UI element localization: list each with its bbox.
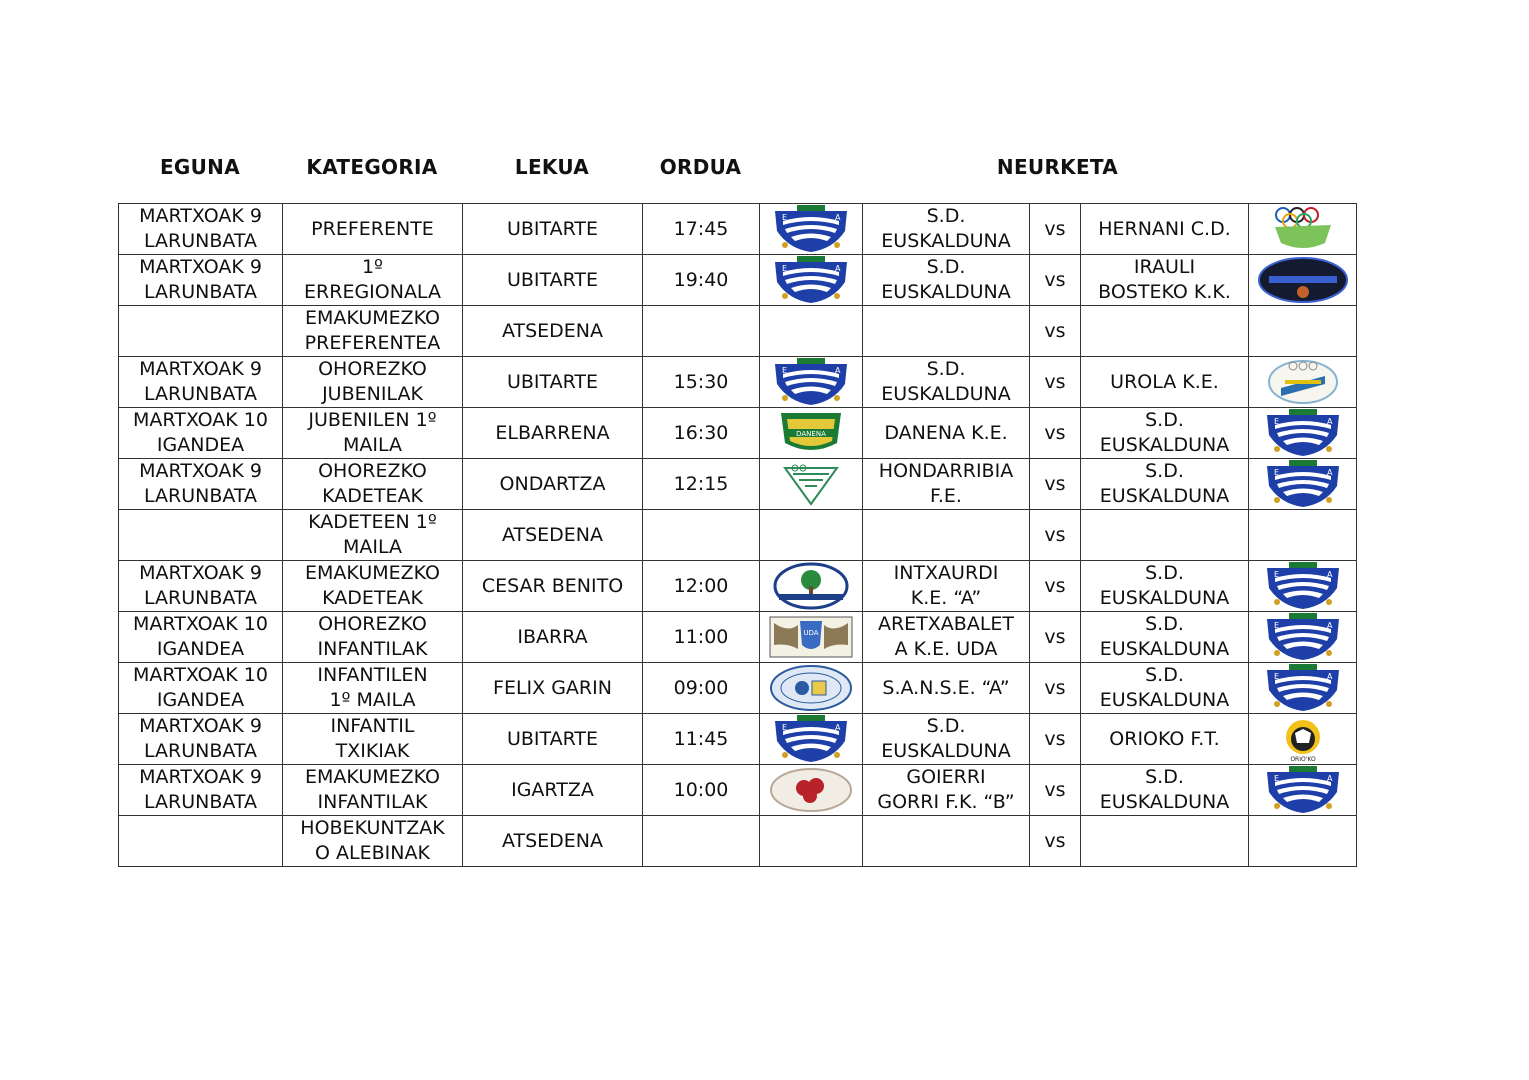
home-team-cell: [863, 408, 1030, 459]
away-team-cell: [1081, 510, 1249, 561]
uda-crest-icon: [763, 613, 859, 661]
away-team-cell-line: ORIOKO F.T.: [1109, 727, 1220, 750]
away-logo-cell: [1249, 357, 1357, 408]
away-logo-cell: [1249, 459, 1357, 510]
away-logo-cell: [1249, 714, 1357, 765]
header-neurketa: NEURKETA: [996, 155, 1119, 179]
orioko-crest-icon: [1252, 715, 1353, 763]
table-row: [119, 204, 1357, 255]
home-team-cell-line: S.D.: [926, 358, 966, 380]
date-cell-line: IGANDEA: [156, 434, 245, 456]
away-team-cell-line: UROLA K.E.: [1110, 370, 1219, 393]
svg-text:A: A: [835, 213, 841, 222]
home-team-cell-line: ARETXABALET: [877, 613, 1015, 635]
category-cell-line: KADETEAK: [322, 485, 423, 507]
away-logo-cell: [1249, 408, 1357, 459]
date-cell-line: MARTXOAK 10: [133, 613, 268, 635]
category-cell-line: OHOREZKO: [318, 358, 427, 380]
svg-text:E: E: [1273, 672, 1279, 681]
category-cell: [283, 816, 463, 867]
table-row: [119, 612, 1357, 663]
category-cell: [283, 714, 463, 765]
svg-text:E: E: [1273, 468, 1279, 477]
vs-cell: vs: [1030, 204, 1081, 255]
home-team-cell: [863, 255, 1030, 306]
svg-text:A: A: [835, 723, 841, 732]
home-team-cell: [863, 510, 1030, 561]
hernani-crest-icon: [1252, 205, 1353, 253]
category-cell-line: INFANTILEN: [317, 664, 428, 686]
header-ordua: ORDUA: [659, 155, 742, 179]
away-logo-cell: [1249, 561, 1357, 612]
category-cell-line: 1º: [361, 256, 384, 278]
euskalduna-crest-icon: [763, 715, 859, 763]
home-team-cell-line: S.D.: [926, 256, 966, 278]
vs-cell: vs: [1030, 714, 1081, 765]
date-cell-line: LARUNBATA: [143, 485, 258, 507]
home-team-cell: [863, 459, 1030, 510]
date-cell-line: LARUNBATA: [143, 230, 258, 252]
category-cell-line: 1º MAILA: [329, 689, 416, 711]
date-cell: [119, 510, 283, 561]
date-cell: [119, 765, 283, 816]
away-team-cell: [1081, 459, 1249, 510]
category-cell-line: PREFERENTE: [311, 217, 434, 240]
svg-text:E: E: [782, 213, 788, 222]
date-cell-line: LARUNBATA: [143, 791, 258, 813]
category-cell: [283, 306, 463, 357]
table-row: [119, 561, 1357, 612]
schedule-table: [118, 203, 1357, 867]
table-row: [119, 255, 1357, 306]
away-team-cell-line: S.D.: [1145, 562, 1184, 584]
table-row: [119, 510, 1357, 561]
date-cell-line: MARTXOAK 9: [139, 766, 262, 788]
date-cell: [119, 408, 283, 459]
date-cell: [119, 459, 283, 510]
svg-text:A: A: [1326, 774, 1332, 783]
home-team-cell: [863, 765, 1030, 816]
away-team-cell-line: S.D.: [1145, 766, 1184, 788]
euskalduna-crest-icon: [1252, 613, 1353, 661]
euskalduna-crest-icon: [1252, 664, 1353, 712]
date-cell-line: IGANDEA: [156, 638, 245, 660]
home-team-cell-line: HONDARRIBIA: [878, 460, 1014, 482]
home-team-cell-line: S.D.: [926, 205, 966, 227]
category-cell-line: OHOREZKO: [318, 613, 427, 635]
category-cell-line: KADETEAK: [322, 587, 423, 609]
header-lekua: LEKUA: [514, 155, 590, 179]
away-logo-cell: [1249, 204, 1357, 255]
date-cell: [119, 663, 283, 714]
svg-text:UDA: UDA: [803, 629, 819, 637]
home-team-cell-line: K.E. “A”: [910, 587, 982, 609]
home-logo-cell: [760, 255, 863, 306]
vs-cell: vs: [1030, 765, 1081, 816]
svg-text:A: A: [1326, 417, 1332, 426]
away-team-cell-line: S.D.: [1145, 409, 1184, 431]
svg-text:E: E: [1273, 774, 1279, 783]
svg-text:DANENA: DANENA: [796, 430, 826, 438]
away-team-cell: [1081, 561, 1249, 612]
vs-cell: vs: [1030, 459, 1081, 510]
category-cell-line: ERREGIONALA: [304, 281, 441, 303]
away-team-cell-line: IRAULI: [1133, 256, 1196, 278]
svg-text:E: E: [1273, 417, 1279, 426]
away-logo-cell: [1249, 510, 1357, 561]
date-cell-line: LARUNBATA: [143, 383, 258, 405]
category-cell: [283, 663, 463, 714]
time-cell: [643, 816, 760, 867]
venue-cell: UBITARTE: [463, 714, 643, 765]
time-cell: 11:00: [643, 612, 760, 663]
time-cell: 11:45: [643, 714, 760, 765]
home-logo-cell: [760, 663, 863, 714]
table-row: [119, 408, 1357, 459]
home-logo-cell: [760, 357, 863, 408]
danena-crest-icon: [763, 409, 859, 457]
time-cell: 15:30: [643, 357, 760, 408]
home-logo-cell: [760, 510, 863, 561]
date-cell: [119, 204, 283, 255]
time-cell: 12:00: [643, 561, 760, 612]
header-eguna: EGUNA: [159, 155, 241, 179]
vs-cell: vs: [1030, 612, 1081, 663]
category-cell-line: INFANTILAK: [317, 638, 428, 660]
date-cell-line: LARUNBATA: [143, 281, 258, 303]
home-team-cell-line: EUSKALDUNA: [881, 230, 1011, 252]
time-cell: 16:30: [643, 408, 760, 459]
euskalduna-crest-icon: [763, 256, 859, 304]
home-team-cell-line: EUSKALDUNA: [881, 281, 1011, 303]
column-headers: [118, 152, 1356, 182]
time-cell: 17:45: [643, 204, 760, 255]
date-cell: [119, 714, 283, 765]
home-logo-cell: [760, 561, 863, 612]
home-logo-cell: [760, 459, 863, 510]
irauli-crest-icon: [1252, 256, 1353, 304]
euskalduna-crest-icon: [1252, 766, 1353, 814]
home-logo-cell: [760, 612, 863, 663]
table-row: [119, 663, 1357, 714]
euskalduna-crest-icon: [1252, 460, 1353, 508]
category-cell: [283, 765, 463, 816]
home-team-cell-line: A K.E. UDA: [894, 638, 998, 660]
svg-text:E: E: [782, 264, 788, 273]
venue-cell: CESAR BENITO: [463, 561, 643, 612]
home-team-cell-line: EUSKALDUNA: [881, 383, 1011, 405]
away-team-cell: [1081, 306, 1249, 357]
svg-text:A: A: [1326, 621, 1332, 630]
vs-cell: vs: [1030, 306, 1081, 357]
vs-cell: vs: [1030, 663, 1081, 714]
date-cell-line: IGANDEA: [156, 689, 245, 711]
vs-cell: vs: [1030, 255, 1081, 306]
home-team-cell: [863, 357, 1030, 408]
home-team-cell: [863, 306, 1030, 357]
away-logo-cell: [1249, 663, 1357, 714]
category-cell: [283, 612, 463, 663]
away-team-cell: [1081, 357, 1249, 408]
category-cell-line: TXIKIAK: [335, 740, 410, 762]
home-logo-cell: [760, 765, 863, 816]
time-cell: 19:40: [643, 255, 760, 306]
category-cell-line: JUBENILAK: [322, 383, 423, 405]
date-cell-line: LARUNBATA: [143, 740, 258, 762]
date-cell-line: MARTXOAK 9: [139, 460, 262, 482]
date-cell: [119, 816, 283, 867]
away-logo-cell: [1249, 816, 1357, 867]
venue-cell: ELBARRENA: [463, 408, 643, 459]
date-cell: [119, 255, 283, 306]
sanse-crest-icon: [763, 664, 859, 712]
away-logo-cell: [1249, 306, 1357, 357]
date-cell-line: MARTXOAK 9: [139, 562, 262, 584]
home-team-cell-line: EUSKALDUNA: [881, 740, 1011, 762]
goierri-crest-icon: [763, 766, 859, 814]
category-cell-line: OHOREZKO: [318, 460, 427, 482]
home-logo-cell: [760, 816, 863, 867]
intxaurdi-crest-icon: [763, 562, 859, 610]
time-cell: 09:00: [643, 663, 760, 714]
date-cell-line: MARTXOAK 10: [133, 409, 268, 431]
date-cell-line: MARTXOAK 9: [139, 358, 262, 380]
vs-cell: vs: [1030, 510, 1081, 561]
venue-cell: ATSEDENA: [463, 510, 643, 561]
svg-text:E: E: [1273, 621, 1279, 630]
time-cell: [643, 306, 760, 357]
home-logo-cell: [760, 714, 863, 765]
home-team-cell-line: GORRI F.K. “B”: [877, 791, 1015, 813]
category-cell: [283, 408, 463, 459]
category-cell-line: O ALEBINAK: [315, 842, 430, 864]
table-row: [119, 714, 1357, 765]
away-team-cell-line: EUSKALDUNA: [1099, 434, 1230, 456]
category-cell-line: EMAKUMEZKO: [304, 307, 441, 329]
venue-cell: IGARTZA: [463, 765, 643, 816]
away-team-cell: [1081, 714, 1249, 765]
svg-text:ORIO'KO: ORIO'KO: [1289, 756, 1316, 763]
away-logo-cell: [1249, 765, 1357, 816]
home-team-cell: [863, 816, 1030, 867]
away-team-cell-line: EUSKALDUNA: [1099, 791, 1230, 813]
home-team-cell: [863, 561, 1030, 612]
table-row: [119, 306, 1357, 357]
hondarribia-crest-icon: [763, 460, 859, 508]
away-team-cell: [1081, 612, 1249, 663]
svg-text:A: A: [835, 366, 841, 375]
category-cell-line: MAILA: [342, 536, 402, 558]
venue-cell: ATSEDENA: [463, 816, 643, 867]
category-cell-line: INFANTILAK: [317, 791, 428, 813]
away-team-cell-line: S.D.: [1145, 460, 1184, 482]
home-logo-cell: [760, 408, 863, 459]
svg-text:A: A: [1326, 570, 1332, 579]
category-cell-line: EMAKUMEZKO: [304, 562, 441, 584]
venue-cell: UBITARTE: [463, 204, 643, 255]
venue-cell: IBARRA: [463, 612, 643, 663]
home-logo-cell: [760, 306, 863, 357]
euskalduna-crest-icon: [1252, 562, 1353, 610]
away-team-cell: [1081, 816, 1249, 867]
home-team-cell: [863, 204, 1030, 255]
vs-cell: vs: [1030, 816, 1081, 867]
home-logo-cell: [760, 204, 863, 255]
category-cell-line: JUBENILEN 1º: [308, 409, 437, 431]
category-cell-line: EMAKUMEZKO: [304, 766, 441, 788]
category-cell: [283, 561, 463, 612]
away-team-cell-line: HERNANI C.D.: [1098, 217, 1231, 240]
date-cell-line: MARTXOAK 9: [139, 205, 262, 227]
time-cell: [643, 510, 760, 561]
away-team-cell: [1081, 255, 1249, 306]
venue-cell: UBITARTE: [463, 255, 643, 306]
svg-text:E: E: [782, 366, 788, 375]
svg-text:A: A: [1326, 468, 1332, 477]
category-cell-line: KADETEEN 1º: [308, 511, 437, 533]
category-cell: [283, 459, 463, 510]
time-cell: 10:00: [643, 765, 760, 816]
date-cell: [119, 306, 283, 357]
away-team-cell: [1081, 408, 1249, 459]
svg-text:A: A: [1326, 672, 1332, 681]
table-row: [119, 765, 1357, 816]
away-team-cell-line: EUSKALDUNA: [1099, 485, 1230, 507]
away-team-cell-line: S.D.: [1145, 664, 1184, 686]
urola-crest-icon: [1252, 358, 1353, 406]
venue-cell: ONDARTZA: [463, 459, 643, 510]
date-cell: [119, 612, 283, 663]
home-team-cell-line: S.D.: [926, 715, 966, 737]
euskalduna-crest-icon: [1252, 409, 1353, 457]
date-cell-line: LARUNBATA: [143, 587, 258, 609]
home-team-cell: [863, 663, 1030, 714]
date-cell: [119, 561, 283, 612]
category-cell: [283, 255, 463, 306]
date-cell: [119, 357, 283, 408]
home-team-cell-line: INTXAURDI: [893, 562, 999, 584]
svg-text:A: A: [835, 264, 841, 273]
home-team-cell: [863, 612, 1030, 663]
category-cell: [283, 357, 463, 408]
date-cell-line: MARTXOAK 9: [139, 715, 262, 737]
header-kategoria: KATEGORIA: [306, 155, 438, 179]
euskalduna-crest-icon: [763, 358, 859, 406]
svg-text:E: E: [782, 723, 788, 732]
venue-cell: ATSEDENA: [463, 306, 643, 357]
home-team-cell-line: DANENA K.E.: [884, 421, 1008, 444]
venue-cell: FELIX GARIN: [463, 663, 643, 714]
home-team-cell-line: F.E.: [930, 485, 962, 507]
home-team-cell-line: GOIERRI: [906, 766, 986, 788]
svg-text:E: E: [1273, 570, 1279, 579]
category-cell: [283, 510, 463, 561]
away-team-cell-line: EUSKALDUNA: [1099, 587, 1230, 609]
away-team-cell-line: EUSKALDUNA: [1099, 638, 1230, 660]
vs-cell: vs: [1030, 408, 1081, 459]
date-cell-line: MARTXOAK 9: [139, 256, 262, 278]
table-row: [119, 357, 1357, 408]
date-cell-line: MARTXOAK 10: [133, 664, 268, 686]
category-cell-line: HOBEKUNTZAK: [300, 817, 445, 839]
table-row: [119, 459, 1357, 510]
home-team-cell-line: S.A.N.S.E. “A”: [882, 676, 1010, 699]
away-team-cell: [1081, 765, 1249, 816]
vs-cell: vs: [1030, 357, 1081, 408]
home-team-cell: [863, 714, 1030, 765]
category-cell-line: PREFERENTEA: [304, 332, 441, 354]
away-team-cell-line: EUSKALDUNA: [1099, 689, 1230, 711]
venue-cell: UBITARTE: [463, 357, 643, 408]
away-logo-cell: [1249, 255, 1357, 306]
away-team-cell: [1081, 204, 1249, 255]
category-cell: [283, 204, 463, 255]
away-team-cell-line: S.D.: [1145, 613, 1184, 635]
away-team-cell-line: BOSTEKO K.K.: [1098, 281, 1231, 303]
category-cell-line: INFANTIL: [330, 715, 415, 737]
away-team-cell: [1081, 663, 1249, 714]
euskalduna-crest-icon: [763, 205, 859, 253]
vs-cell: vs: [1030, 561, 1081, 612]
category-cell-line: MAILA: [342, 434, 402, 456]
table-row: [119, 816, 1357, 867]
away-logo-cell: [1249, 612, 1357, 663]
time-cell: 12:15: [643, 459, 760, 510]
